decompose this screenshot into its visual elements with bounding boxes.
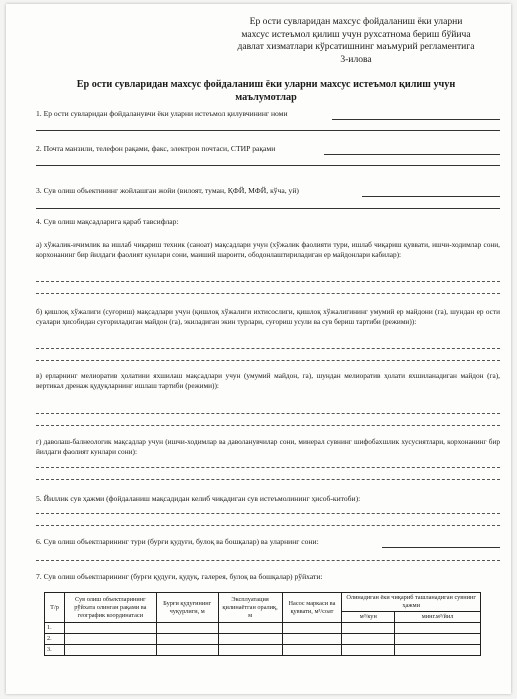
table-cell (395, 623, 481, 634)
item-4v-text: в) ерларнинг мелиоратив ҳолатини яхшилаш мақсадлари учун (умумий майдон, га), шундан мелиоратив ҳолати яхшиланадиган майдон (га), вертикал дренаж қудуқларнинг ишлаш тартиби (режими)): (36, 371, 500, 391)
row-number: 2. (45, 634, 65, 645)
table-cell (282, 623, 342, 634)
table-cell (64, 634, 156, 645)
item-2-label: 2. Почта манзили, телефон рақами, факс, электрон почтаси, СТИР рақами (36, 144, 276, 153)
table-cell (342, 634, 395, 645)
item-6-line-2 (36, 560, 500, 561)
item-3-fill-line (362, 196, 500, 197)
table-row (45, 634, 481, 645)
water-objects-table (44, 592, 481, 656)
th-volume-day: м³/кун (342, 612, 395, 623)
th-volume: Олинадиган ёки чиқариб ташланадиган сувнинг ҳажми (342, 593, 481, 612)
th-object-name: Сув олиш объектларининг рўйхата олинган рақами ва географик координатаси (64, 593, 156, 623)
item-4g-line-1 (36, 467, 500, 468)
item-6-fill-line (382, 547, 500, 548)
table-cell (64, 645, 156, 656)
table-row (45, 645, 481, 656)
table-cell (282, 645, 342, 656)
item-4a-line-2 (36, 293, 500, 294)
table-cell (64, 623, 156, 634)
item-4b-text: б) қишлоқ хўжалиги (суғориш) мақсадлари учун (қишлоқ хўжалиги ихтисослиги, қишлоқ хўжалигининг умумий ер майдони (га), шундан ер ости суалари ҳисобидан суғориладиган майдон (га), экиладиган экин турлари, суғориш усули ва сув бериш тартиби (режими)): (36, 307, 500, 327)
item-5-line-1 (36, 513, 500, 514)
header-line-1: Ер ости сувларидан махсус фойдаланиш ёки уларни (249, 16, 463, 27)
row-number: 3. (45, 645, 65, 656)
table-cell (342, 623, 395, 634)
header-line-2: махсус истеъмол қилиш учун рухсатнома бериш бўйича (241, 28, 471, 40)
row-number: 1. (45, 623, 65, 634)
table-cell (218, 645, 282, 656)
th-volume-year: минг.м³/йил (395, 612, 481, 623)
table-cell (218, 623, 282, 634)
item-2-fill-line (324, 154, 500, 155)
th-pump: Насос маркаси ва қуввати, м³/соат (282, 593, 342, 623)
item-4b-line-1 (36, 348, 500, 349)
table-row (45, 623, 481, 634)
title-line-2: маълумотлар (235, 92, 297, 103)
appendix-header (206, 16, 506, 66)
item-4v-line-1 (36, 413, 500, 414)
item-4g-line-2 (36, 479, 500, 480)
th-number: Т/р (45, 593, 65, 623)
item-4-label: 4. Сув олиш мақсадларига қараб тавсифлар: (36, 217, 179, 226)
item-1-label: 1. Ер ости сувларидан фойдаланувчи ёки уларни истеъмол қилувчининг номи (36, 109, 288, 118)
item-7-label: 7. Сув олиш объектларининг (бурғи қудуғи, қудуқ, галерея, булоқ ва бошқалар) рўйхати: (36, 572, 323, 581)
item-2-line-2 (36, 165, 500, 166)
item-1-fill-line (332, 119, 500, 120)
item-4a-line-1 (36, 281, 500, 282)
table-cell (156, 634, 218, 645)
item-5-label: 5. Йиллик сув ҳажми (фойдаланиш мақсадидан келиб чиқадиган сув истеъмолининг ҳисоб-китоби): (36, 494, 361, 503)
item-3-line-2 (36, 208, 500, 209)
item-6-label: 6. Сув олиш объектларининг тури (бурғи қудуғи, булоқ ва бошқалар) ва уларнинг сони: (36, 537, 319, 546)
table-header-row (45, 593, 481, 612)
item-4g-text: г) даволаш-балнеологик мақсадлар учун (ишчи-ходимлар ва даволанувчилар сони, минерал сувнинг шифобахшлик хусусиятлари, корхонанинг бир йилдаги фаолият кунлари сони): (36, 437, 500, 457)
item-5-line-2 (36, 525, 500, 526)
item-4a-text: а) хўжалик-ичимлик ва ишлаб чиқариш техник (саноат) мақсадлари учун (хўжалик фаолияти тури, ишлаб чиқариш қуввати, ишчи-ходимлар сони, корхонанинг бир йилдаги фаолият кунлари сони, маиший шароити, ободонлаштириладиган ер майдонлари кабилар): (36, 240, 500, 260)
item-4b-line-2 (36, 360, 500, 361)
table-cell (342, 645, 395, 656)
table-cell (218, 634, 282, 645)
document-page (6, 4, 511, 694)
table-cell (156, 623, 218, 634)
table-cell (395, 634, 481, 645)
item-3-label: 3. Сув олиш объектининг жойлашган жойи (вилоят, туман, ҚФЙ, МФЙ, кўча, уй) (36, 186, 299, 195)
header-line-3: давлат хизматлари кўрсатишнинг маъмурий регламентига (237, 41, 475, 53)
th-depth: Бурғи қудуғининг чуқурлиги, м (156, 593, 218, 623)
document-title (36, 78, 496, 104)
item-1-line-2 (36, 130, 500, 131)
table-cell (395, 645, 481, 656)
item-4v-line-2 (36, 425, 500, 426)
th-interval: Эксплуатация қилинаётган оралиқ, м (218, 593, 282, 623)
title-line-1: Ер ости сувларидан махсус фойдаланиш ёки уларни махсус истеъмол қилиш учун (76, 79, 456, 90)
table-cell (156, 645, 218, 656)
header-line-4: 3-илова (340, 53, 372, 65)
table-cell (282, 634, 342, 645)
